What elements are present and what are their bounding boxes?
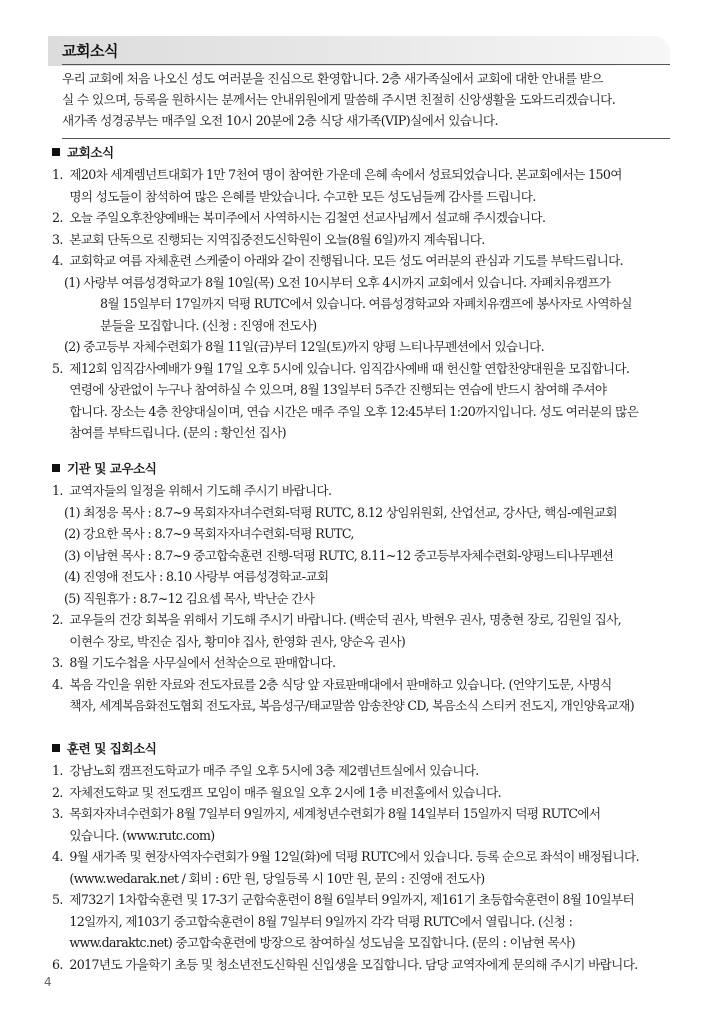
list-item-number: (1)	[64, 274, 80, 290]
list-item-number: 3.	[52, 806, 63, 821]
list-item-line	[64, 588, 682, 610]
list-item-number: 5.	[52, 360, 63, 376]
list-item-number: (4)	[64, 569, 80, 584]
welcome-line: 우리 교회에 처음 나오신 성도 여러분을 진심으로 환영합니다. 2층 새가족실에서 교회에 대한 안내를 받으	[62, 71, 603, 86]
sub-list-item	[52, 545, 682, 567]
list-item-text: 목회자자녀수련회가 8월 7일부터 9일까지, 세계청년수련회가 8월 14일부터 15일까지 덕평 RUTC에서	[69, 806, 601, 821]
list-item	[52, 164, 682, 207]
welcome-divider	[62, 138, 670, 139]
header-band	[48, 36, 670, 66]
list-item-text: 이남현 목사 : 8.7~9 중고합숙훈련 진행-덕평 RUTC, 8.11~12 중고등부자체수련회-양평느티나무펜션	[83, 547, 614, 563]
list-item-number: 2.	[52, 784, 63, 800]
list-item-line	[64, 315, 682, 337]
list-item-number: 3.	[52, 655, 63, 670]
list-item	[52, 889, 682, 954]
list-item-text: 자체전도학교 및 전도캠프 모임이 매주 월요일 오후 2시에 1층 비전홀에서 있습니다.	[69, 784, 501, 800]
list-item-number: 2.	[52, 612, 63, 627]
list-item-line	[52, 825, 682, 847]
sub-list-item	[52, 566, 682, 588]
list-item-text: 8월 15일부터 17일까지 덕평 RUTC에서 있습니다. 여름성경학교와 자폐치유캠프에 봉사자로 사역하실	[100, 296, 632, 311]
list-item-text: www.daraktc.net) 중고합숙훈련에 방장으로 참여하실 성도님을 모집합니다. (문의 : 이남현 목사)	[69, 935, 575, 950]
sub-list-item	[52, 336, 682, 358]
church-news-section	[52, 142, 682, 444]
list-item-line	[52, 803, 682, 825]
welcome-line: 실 수 있으며, 등록을 원하시는 분께서는 안내위원에게 말씀해 주시면 친절히 신앙생활을 도와드리겠습니다.	[62, 92, 616, 107]
agency-news-section	[52, 458, 682, 717]
list-item-number: 4.	[52, 849, 63, 864]
list-item-text: 중고등부 자체수련회가 8월 11일(금)부터 12일(토)까지 양평 느티나무펜션에서 있습니다.	[83, 339, 544, 354]
list-item-text: 최정응 목사 : 8.7~9 목회자자녀수련회-덕평 RUTC, 8.12 상임위원회, 산업선교, 강사단, 핵심-예원교회	[83, 504, 617, 520]
list-item-line	[52, 846, 682, 868]
list-item-line	[64, 272, 682, 294]
list-item	[52, 207, 682, 229]
list-item	[52, 250, 682, 272]
list-item-number: 1.	[52, 763, 63, 778]
list-item-line	[64, 293, 682, 315]
list-item	[52, 760, 682, 782]
church-news-list	[52, 164, 682, 444]
list-item-line	[52, 229, 682, 251]
page-title: 교회소식	[62, 42, 118, 60]
list-item-text: 본교회 단독으로 진행되는 지역집중전도신학원이 오늘(8월 6일)까지 계속됩니다.	[69, 231, 485, 247]
list-item	[52, 480, 682, 502]
welcome-message	[62, 68, 670, 131]
list-item-text: 참여를 부탁드립니다. (문의 : 황인선 집사)	[69, 425, 286, 440]
list-item-text: 2017년도 가을학기 초등 및 청소년전도신학원 신입생을 모집합니다. 담당 교역자에게 문의해 주시기 바랍니다.	[69, 956, 638, 972]
list-item-text: 직원휴가 : 8.7~12 김요셉 목사, 박난순 간사	[83, 590, 315, 606]
list-item	[52, 358, 682, 444]
list-item-line	[64, 545, 682, 567]
list-item-line	[52, 760, 682, 782]
list-item-text: 진영애 전도사 : 8.10 사랑부 여름성경학교-교회	[83, 569, 329, 584]
list-item-line	[52, 954, 682, 976]
list-item-number: 4.	[52, 253, 63, 268]
list-item	[52, 609, 682, 652]
list-item-number: (2)	[64, 339, 80, 354]
welcome-line: 새가족 성경공부는 매주일 오전 10시 20분에 2층 식당 새가족(VIP)실에서 있습니다.	[62, 113, 498, 128]
list-item	[52, 803, 682, 846]
training-news-section	[52, 738, 682, 975]
list-item-line	[52, 932, 682, 954]
list-item-number: (2)	[64, 526, 80, 541]
sub-list-item	[52, 272, 682, 337]
sub-list-item	[52, 588, 682, 610]
list-item-line	[52, 911, 682, 933]
list-item-number: 5.	[52, 892, 63, 907]
list-item-line	[52, 207, 682, 229]
section-title: 기관 및 교우소식	[52, 458, 682, 480]
list-item-text: 합니다. 장소는 4층 찬양대실이며, 연습 시간은 매주 주일 오후 12:45부터 1:20까지입니다. 성도 여러분의 많은	[69, 403, 639, 419]
list-item-text: 분들을 모집합니다. (신청 : 진영애 전도사)	[100, 317, 317, 333]
list-item-text: 사랑부 여름성경학교가 8월 10일(목) 오전 10시부터 오후 4시까지 교회에서 있습니다. 자폐치유캠프가	[83, 274, 611, 290]
page-number: 4	[44, 975, 52, 989]
list-item-text: 교우들의 건강 회복을 위해서 기도해 주시기 바랍니다. (백순덕 권사, 박현우 권사, 명충현 장로, 김원일 집사,	[69, 612, 621, 627]
header-divider	[62, 64, 670, 65]
list-item	[52, 652, 682, 674]
list-item-text: (www.wedarak.net / 회비 : 6만 원, 당일등록 시 10만 원, 문의 : 진영애 전도사)	[69, 870, 485, 886]
section-title: 훈련 및 집회소식	[52, 738, 682, 760]
list-item-text: 연령에 상관없이 누구나 참여하실 수 있으며, 8월 13일부터 5주간 진행되는 연습에 반드시 참여해 주셔야	[69, 382, 607, 397]
list-item-text: 이현수 장로, 박진순 집사, 황미야 집사, 한영화 권사, 양순옥 권사)	[69, 633, 406, 649]
list-item	[52, 846, 682, 889]
list-item-text: 복음 각인을 위한 자료와 전도자료를 2층 식당 앞 자료판매대에서 판매하고 있습니다. (언약기도문, 사명식	[69, 676, 612, 692]
sub-list-item	[52, 523, 682, 545]
list-item-text: 교회학교 여름 자체훈련 스케줄이 아래와 같이 진행됩니다. 모든 성도 여러분의 관심과 기도를 부탁드립니다.	[69, 253, 623, 268]
list-item-line	[52, 695, 682, 717]
list-item-line	[52, 609, 682, 631]
list-item-text: 8월 기도수첩을 사무실에서 선착순으로 판매합니다.	[69, 655, 336, 670]
square-bullet-icon	[52, 464, 60, 472]
list-item-line	[52, 401, 682, 423]
list-item-number: 1.	[52, 483, 63, 498]
list-item-line	[52, 631, 682, 653]
list-item-number: (1)	[64, 504, 80, 520]
list-item-number: 2.	[52, 210, 63, 225]
list-item-number: (3)	[64, 547, 80, 563]
sub-list-item	[52, 502, 682, 524]
list-item-line	[52, 782, 682, 804]
list-item-number: (5)	[64, 590, 80, 606]
list-item-line	[52, 480, 682, 502]
list-item-line	[64, 336, 682, 358]
list-item-text: 명의 성도들이 참석하여 많은 은혜를 받았습니다. 수고한 모든 성도님들께 감사를 드립니다.	[69, 188, 536, 204]
list-item	[52, 954, 682, 976]
list-item-line	[52, 652, 682, 674]
list-item-line	[64, 502, 682, 524]
list-item-text: 책자, 세계복음화전도협회 전도자료, 복음성구/태교말씀 암송찬양 CD, 복음소식 스티커 전도지, 개인양육교재)	[69, 698, 634, 713]
list-item-text: 교역자들의 일정을 위해서 기도해 주시기 바랍니다.	[69, 483, 332, 498]
list-item-number: 1.	[52, 167, 63, 182]
list-item-text: 오늘 주일오후찬양예배는 복미주에서 사역하시는 김철연 선교사님께서 설교해 주시겠습니다.	[69, 210, 546, 225]
training-news-list	[52, 760, 682, 975]
list-item-text: 12일까지, 제103기 중고합숙훈련이 8월 7일부터 9일까지 각각 덕평 RUTC에서 열립니다. (신청 :	[69, 913, 573, 929]
list-item-number: 6.	[52, 956, 63, 972]
list-item-text: 9월 새가족 및 현장사역자수련회가 9월 12일(화)에 덕평 RUTC에서 있습니다. 등록 순으로 좌석이 배정됩니다.	[69, 849, 639, 864]
list-item-line	[52, 250, 682, 272]
list-item	[52, 674, 682, 717]
list-item-text: 있습니다. (www.rutc.com)	[69, 827, 215, 843]
list-item-line	[52, 379, 682, 401]
list-item-text: 제732기 1차합숙훈련 및 17-3기 군합숙훈련이 8월 6일부터 9일까지, 제161기 초등합숙훈련이 8월 10일부터	[69, 892, 635, 907]
list-item-line	[52, 164, 682, 186]
section-title: 교회소식	[52, 142, 682, 164]
list-item-text: 제20차 세계렘넌트대회가 1만 7천여 명이 참여한 가운데 은혜 속에서 성료되었습니다. 본교회에서는 150여	[69, 167, 622, 182]
list-item-line	[64, 566, 682, 588]
list-item	[52, 782, 682, 804]
agency-news-list	[52, 480, 682, 717]
list-item-line	[52, 186, 682, 208]
list-item-text: 강요한 목사 : 8.7~9 목회자자녀수련회-덕평 RUTC,	[83, 526, 354, 541]
list-item-text: 제12회 임직감사예배가 9월 17일 오후 5시에 있습니다. 임직감사예배 때 헌신할 연합찬양대원을 모집합니다.	[69, 360, 630, 376]
list-item-line	[52, 422, 682, 444]
square-bullet-icon	[52, 744, 60, 752]
list-item-line	[52, 674, 682, 696]
list-item-line	[52, 868, 682, 890]
list-item-number: 4.	[52, 676, 63, 692]
list-item-line	[52, 358, 682, 380]
list-item	[52, 229, 682, 251]
square-bullet-icon	[52, 148, 60, 156]
list-item-text: 강남노회 캠프전도학교가 매주 주일 오후 5시에 3층 제2렘넌트실에서 있습니다.	[69, 763, 479, 778]
list-item-line	[52, 889, 682, 911]
list-item-number: 3.	[52, 231, 63, 247]
list-item-line	[64, 523, 682, 545]
